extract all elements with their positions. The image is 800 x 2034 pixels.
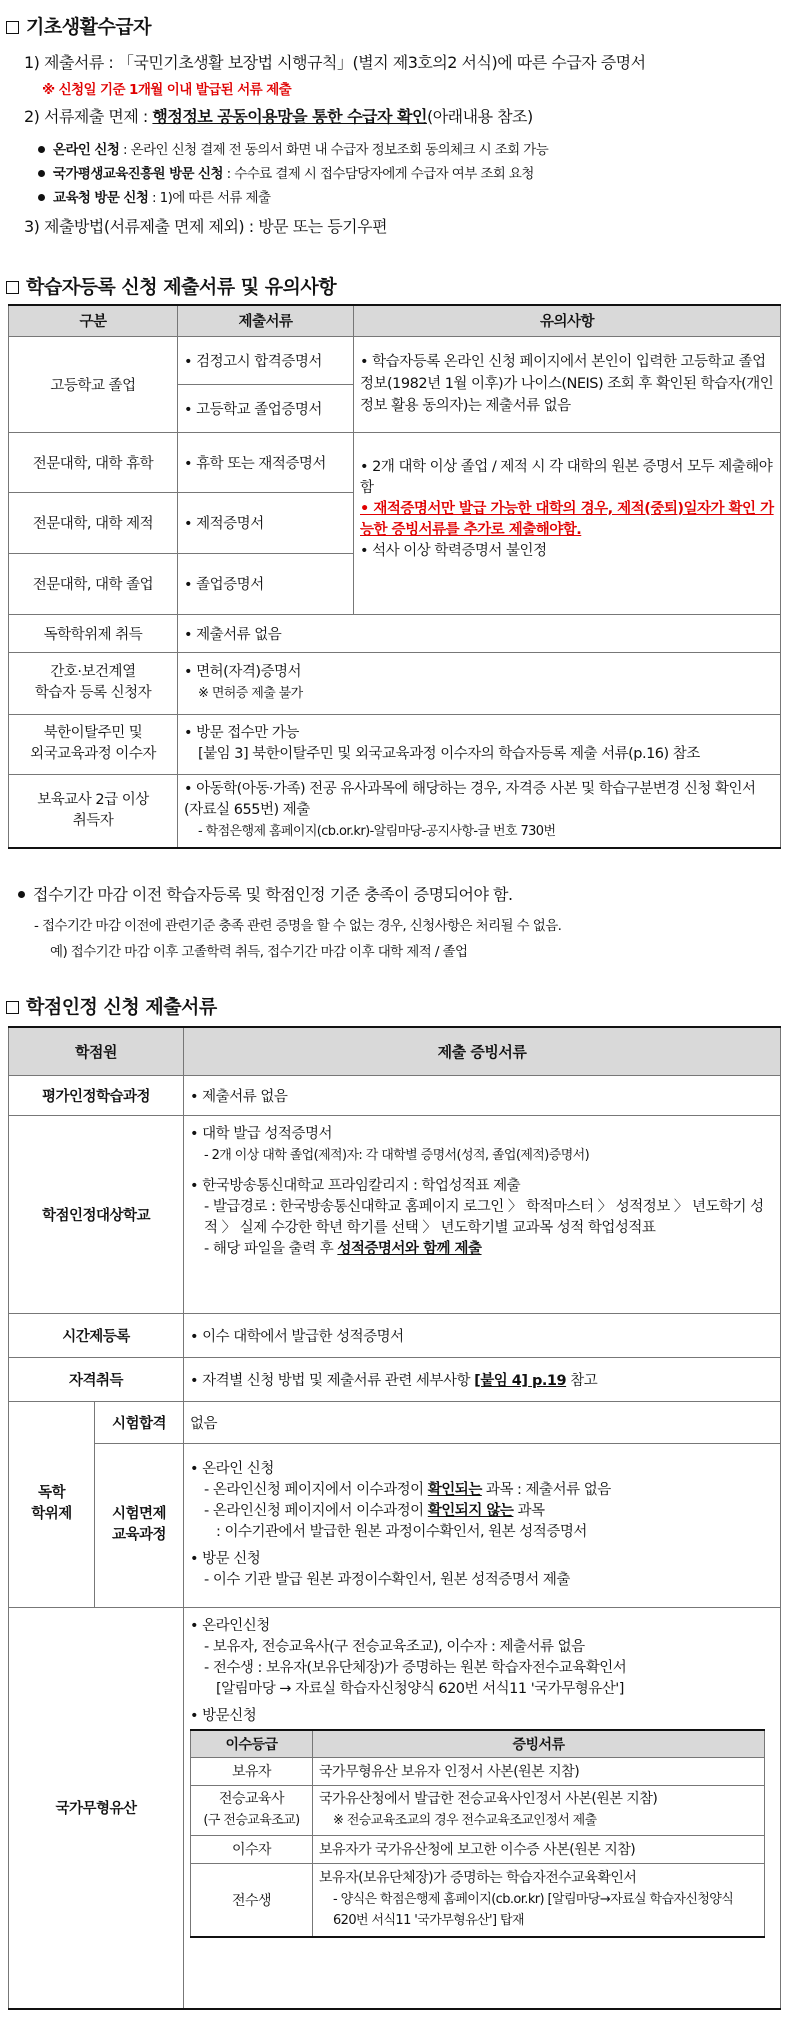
bullet-icon [38,194,45,201]
row-label-evaluated-course: 평가인정학습과정 [9,1075,184,1115]
inner-doc-completer: 보유자가 국가유산청에 보고한 이수증 사본(원본 지참) [313,1835,765,1863]
learner-registration-table [8,304,781,849]
doc-expel: • 제적증명서 [178,492,354,553]
doc-hs-diploma: • 고등학교 졸업증명서 [178,384,354,432]
checkbox-square-icon [6,1001,19,1014]
basic-bullet-2: 국가평생교육진흥원 방문 신청 : 수수료 결제 시 접수담당자에게 수급자 여부 조회 요청 [38,162,534,182]
row-label-north-korean: 북한이탈주민 및 외국교육과정 이수자 [9,714,178,774]
row-label-highschool: 고등학교 졸업 [9,336,178,432]
row-label-univ-expel: 전문대학, 대학 제적 [9,492,178,553]
row-label-self-degree: 독학학위제 취득 [9,614,178,652]
inner-header-evidence: 증빙서류 [313,1730,765,1758]
col-header-evidence: 제출 증빙서류 [184,1027,781,1075]
checkbox-square-icon [6,281,19,294]
basic-bullet-1: 온라인 신청 : 온라인 신청 결제 전 동의서 화면 내 수급자 정보조회 동의체크 시 조회 가능 [38,138,548,158]
col-header-notes: 유의사항 [354,305,781,336]
doc-ged: • 검정고시 합격증명서 [178,336,354,384]
row-label-exam-pass: 시험합격 [95,1401,184,1443]
doc-leave: • 휴학 또는 재적증명서 [178,432,354,492]
basic-item-1: 1) 제출서류 : 「국민기초생활 보장법 시행규칙」(별지 제3호의2 서식)에 따른 수급자 증명서 [24,53,646,72]
credit-recognition-table [8,1026,781,2010]
note-university: • 2개 대학 이상 졸업 / 제적 시 각 대학의 원본 증명서 모두 제출해야 함 • 재적증명서만 발급 가능한 대학의 경우, 제적(중퇴)일자가 확인 가능한 증빙서류를 추가로 제출해야함. • 석사 이상 학력증명서 불인정 [354,432,781,614]
bullet-icon [18,891,25,898]
row-label-childcare: 보육교사 2급 이상 취득자 [9,774,178,848]
col-header-documents: 제출서류 [178,305,354,336]
bullet-icon [38,170,45,177]
doc-certificate: • 자격별 신청 방법 및 제출서류 관련 세부사항 [붙임 4] p.19 참고 [184,1357,781,1401]
checkbox-square-icon [6,21,19,34]
row-label-intangible-heritage: 국가무형유산 [9,1607,184,2009]
section-title-credit-recognition: 학점인정 신청 제출서류 [6,992,217,1019]
inner-doc-trainee: 보유자(보유단체장)가 증명하는 학습자전수교육확인서 - 양식은 학점은행제 홈페이지(cb.or.kr) [알림마당→자료실 학습자신청양식 620번 서식11 '국가무형유산'] 탑재 [313,1863,765,1937]
row-label-nursing: 간호·보건계열 학습자 등록 신청자 [9,652,178,714]
doc-exam-exempt: • 온라인 신청 - 온라인신청 페이지에서 이수과정이 확인되는 과목 : 제출서류 없음 - 온라인신청 페이지에서 이수과정이 확인되지 않는 과목 : 이수기관에서 발급한 원본 과정이수확인서, 원본 성적증명서 • 방문 신청 - 이수 기관 발급 원본 과정이수확인서, 원본 성적증명서 제출 [184,1443,781,1607]
row-label-univ-grad: 전문대학, 대학 졸업 [9,553,178,614]
inner-grade-trainee: 전수생 [191,1863,313,1937]
deadline-notice: 접수기간 마감 이전 학습자등록 및 학점인정 기준 충족이 증명되어야 함. [18,882,513,905]
row-label-exam-exempt: 시험면제 교육과정 [95,1443,184,1607]
row-label-self-study: 독학 학위제 [9,1401,95,1607]
col-header-credit-source: 학점원 [9,1027,184,1075]
inner-doc-holder: 국가무형유산 보유자 인정서 사본(원본 지참) [313,1757,765,1785]
doc-childcare: • 아동학(아동·가족) 전공 유사과목에 해당하는 경우, 자격증 사본 및 학습구분변경 신청 확인서(자료실 655번) 제출 - 학점은행제 홈페이지(cb.or.kr)-알림마당-공지사항-글 번호 730번 [178,774,781,848]
doc-exam-pass: 없음 [184,1401,781,1443]
row-label-univ-leave: 전문대학, 대학 휴학 [9,432,178,492]
heritage-grade-table [190,1729,765,1939]
doc-nursing: • 면허(자격)증명서 ※ 면허증 제출 불가 [178,652,781,714]
bullet-icon [38,146,45,153]
row-label-part-time: 시간제등록 [9,1313,184,1357]
doc-part-time: • 이수 대학에서 발급한 성적증명서 [184,1313,781,1357]
col-header-category: 구분 [9,305,178,336]
doc-intangible-heritage: • 온라인신청 - 보유자, 전승교육사(구 전승교육조교), 이수자 : 제출서류 없음 - 전수생 : 보유자(보유단체장)가 증명하는 원본 학습자전수교육확인서 [알림마당 → 자료실 학습자신청양식 620번 서식11 '국가무형유산'] • 방문신청 이수등급 증빙서류 보유자 국가무형유산 보유자 인정서 사본(원본 지참) 전승교육사 (구 전승교육조교) 국가유산청에서 발급한 전승교육사인정서 사본(원본 지참) ※ 전승교육조교의 경우 전수교육조교인정서 제출 이수자 보유자가 국가유산청에 보고한 이수증 사본(원본 지참) 전수생 보유자(보유단체장)가 증명하는 학습자전수교육확인서 - 양식은 학점은행제 홈페이지(cb.or.kr) [알림마당→자료실 학습자신청양식 620번 서식11 '국가무형유산'] 탑재 [184,1607,781,2009]
inner-grade-instructor: 전승교육사 (구 전승교육조교) [191,1785,313,1835]
basic-bullet-3: 교육청 방문 신청 : 1)에 따른 서류 제출 [38,186,270,206]
inner-grade-completer: 이수자 [191,1835,313,1863]
basic-item-2: 2) 서류제출 면제 : 행정정보 공동이용망을 통한 수급자 확인(아래내용 참조) [24,107,533,126]
doc-grad: • 졸업증명서 [178,553,354,614]
doc-evaluated-course: • 제출서류 없음 [184,1075,781,1115]
note-highschool: • 학습자등록 온라인 신청 페이지에서 본인이 입력한 고등학교 졸업 정보(1982년 1월 이후)가 나이스(NEIS) 조회 후 확인된 학습자(개인정보 활용 동의자)는 제출서류 없음 [354,336,781,432]
deadline-note-1: - 접수기간 마감 이전에 관련기준 충족 관련 증명을 할 수 없는 경우, 신청사항은 처리될 수 없음. [34,918,562,934]
inner-header-grade: 이수등급 [191,1730,313,1758]
basic-item-3: 3) 제출방법(서류제출 면제 제외) : 방문 또는 등기우편 [24,217,388,236]
inner-doc-instructor: 국가유산청에서 발급한 전승교육사인정서 사본(원본 지참) ※ 전승교육조교의 경우 전수교육조교인정서 제출 [313,1785,765,1835]
section-title-learner-registration: 학습자등록 신청 제출서류 및 유의사항 [6,272,336,299]
row-label-recognized-school: 학점인정대상학교 [9,1115,184,1313]
doc-self-degree: • 제출서류 없음 [178,614,781,652]
row-label-certificate: 자격취득 [9,1357,184,1401]
doc-recognized-school: • 대학 발급 성적증명서 - 2개 이상 대학 졸업(제적)자: 각 대학별 증명서(성적, 졸업(제적)증명서) • 한국방송통신대학교 프라임칼리지 : 학업성적표 제출 - 발급경로 : 한국방송통신대학교 홈페이지 로그인 〉 학적마스터 〉 성적정보 〉 년도학기 성적 〉 실제 수강한 학년 학기를 선택 〉 년도학기별 교과목 성적 학업성적표 - 해당 파일을 출력 후 성적증명서와 함께 제출 [184,1115,781,1313]
deadline-note-2: 예) 접수기간 마감 이후 고졸학력 취득, 접수기간 마감 이후 대학 제적 / 졸업 [50,944,468,960]
basic-note-1: ※ 신청일 기준 1개월 이내 발급된 서류 제출 [42,82,292,98]
section-title-basic-livelihood: 기초생활수급자 [6,12,151,39]
doc-north-korean: • 방문 접수만 가능 [붙임 3] 북한이탈주민 및 외국교육과정 이수자의 학습자등록 제출 서류(p.16) 참조 [178,714,781,774]
inner-grade-holder: 보유자 [191,1757,313,1785]
